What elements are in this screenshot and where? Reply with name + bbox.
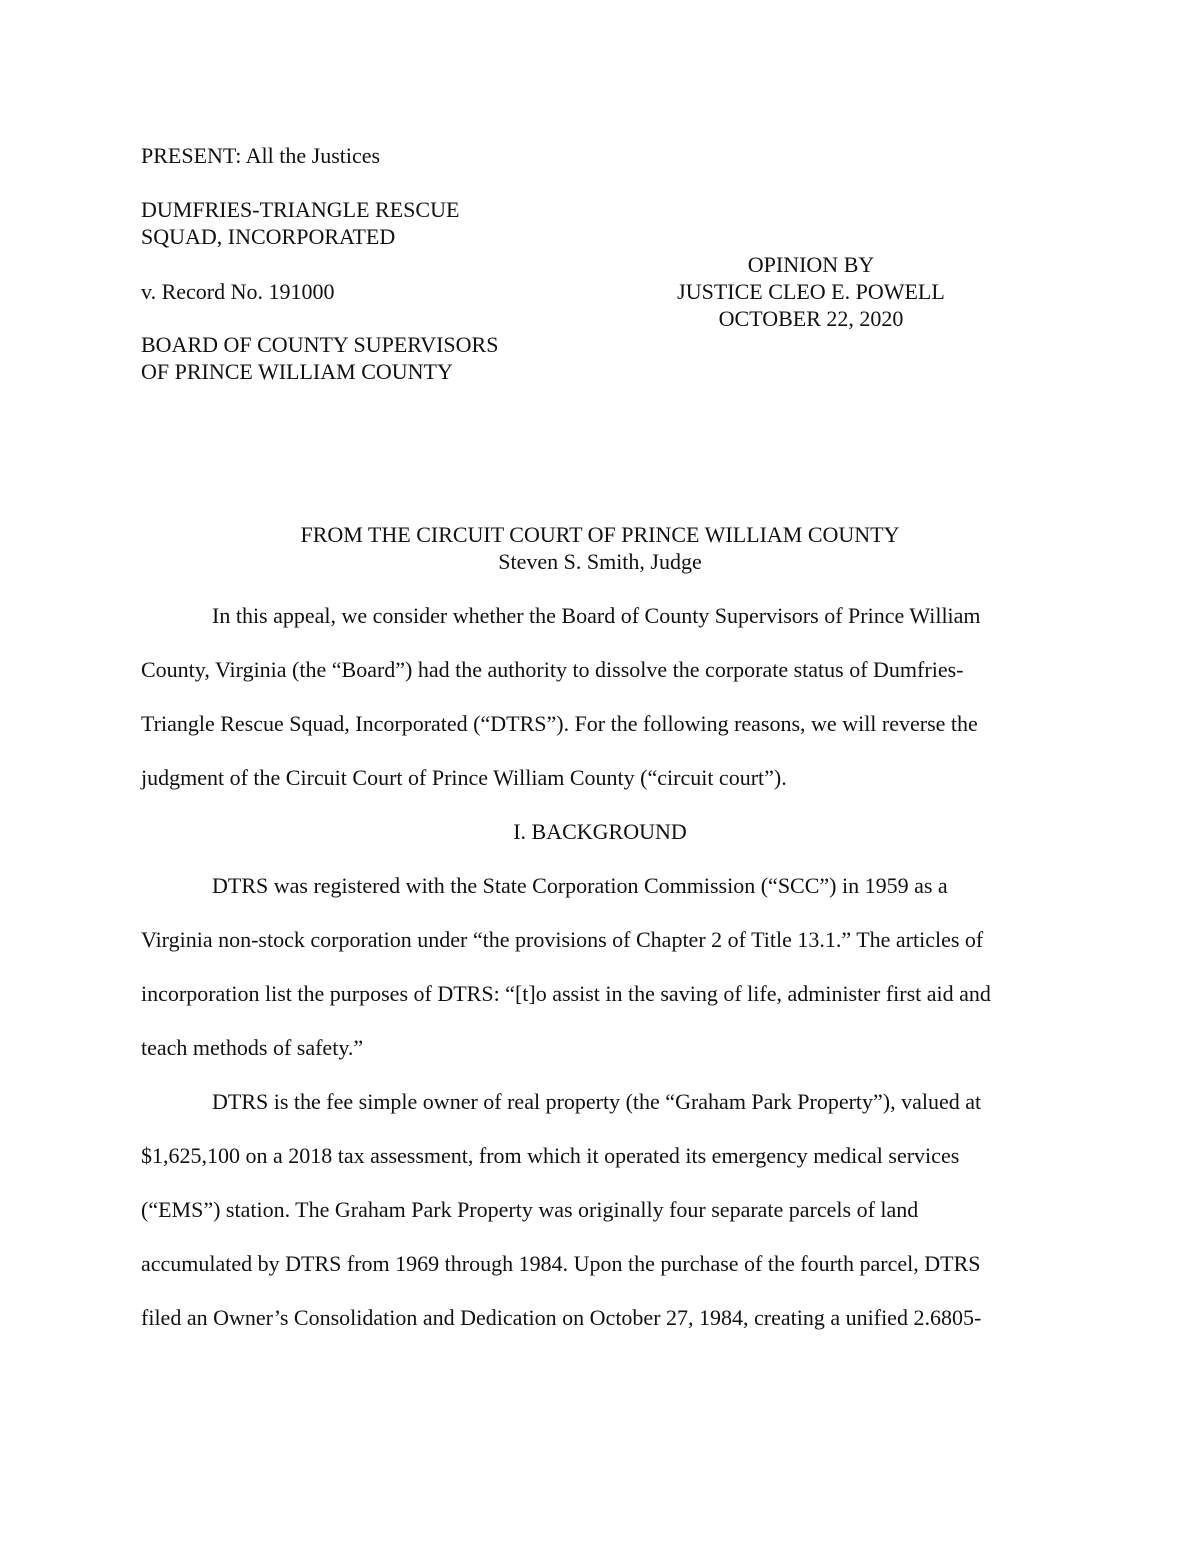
appellee-line-2: OF PRINCE WILLIAM COUNTY <box>141 359 453 384</box>
appellee-name <box>141 331 498 385</box>
intro-line: County, Virginia (the “Board”) had the authority to dissolve the corporate status of Dumfries- <box>141 657 964 682</box>
paragraph-line: Virginia non-stock corporation under “the provisions of Chapter 2 of Title 13.1.” The articles of <box>141 927 984 952</box>
record-number: v. Record No. 191000 <box>141 279 335 304</box>
appellant-line-2: SQUAD, INCORPORATED <box>141 224 396 249</box>
intro-line: Triangle Rescue Squad, Incorporated (“DTRS”). For the following reasons, we will reverse the <box>141 711 978 736</box>
court-heading <box>0 521 1200 575</box>
background-paragraph-1 <box>141 859 1056 1075</box>
appellant-line-1: DUMFRIES-TRIANGLE RESCUE <box>141 197 460 222</box>
background-paragraph-2 <box>141 1075 1056 1345</box>
paragraph-line: (“EMS”) station. The Graham Park Property was originally four separate parcels of land <box>141 1197 919 1222</box>
paragraph-line: accumulated by DTRS from 1969 through 1984. Upon the purchase of the fourth parcel, DTRS <box>141 1251 981 1276</box>
court-name: FROM THE CIRCUIT COURT OF PRINCE WILLIAM COUNTY <box>300 522 900 547</box>
intro-line: judgment of the Circuit Court of Prince William County (“circuit court”). <box>141 765 787 790</box>
judge-name: Steven S. Smith, Judge <box>498 549 702 574</box>
present-line: PRESENT: All the Justices <box>141 143 381 168</box>
paragraph-line: teach methods of safety.” <box>141 1035 364 1060</box>
opinion-date: OCTOBER 22, 2020 <box>718 306 904 331</box>
paragraph-line: DTRS is the fee simple owner of real property (the “Graham Park Property”), valued at <box>212 1089 982 1114</box>
opinion-by-label: OPINION BY <box>747 252 875 277</box>
paragraph-line: DTRS was registered with the State Corporation Commission (“SCC”) in 1959 as a <box>212 873 948 898</box>
section-heading: I. BACKGROUND <box>513 819 687 844</box>
intro-paragraph <box>141 589 1056 805</box>
paragraph-line: filed an Owner’s Consolidation and Dedication on October 27, 1984, creating a unified 2.6805- <box>141 1305 982 1330</box>
opinion-author: JUSTICE CLEO E. POWELL <box>677 279 945 304</box>
appellant-name <box>141 196 459 250</box>
appellee-line-1: BOARD OF COUNTY SUPERVISORS <box>141 332 499 357</box>
intro-line: In this appeal, we consider whether the Board of County Supervisors of Prince William <box>212 603 981 628</box>
opinion-by-block <box>641 251 981 332</box>
paragraph-line: $1,625,100 on a 2018 tax assessment, from which it operated its emergency medical services <box>141 1143 960 1168</box>
paragraph-line: incorporation list the purposes of DTRS: “[t]o assist in the saving of life, administer first aid and <box>141 981 991 1006</box>
